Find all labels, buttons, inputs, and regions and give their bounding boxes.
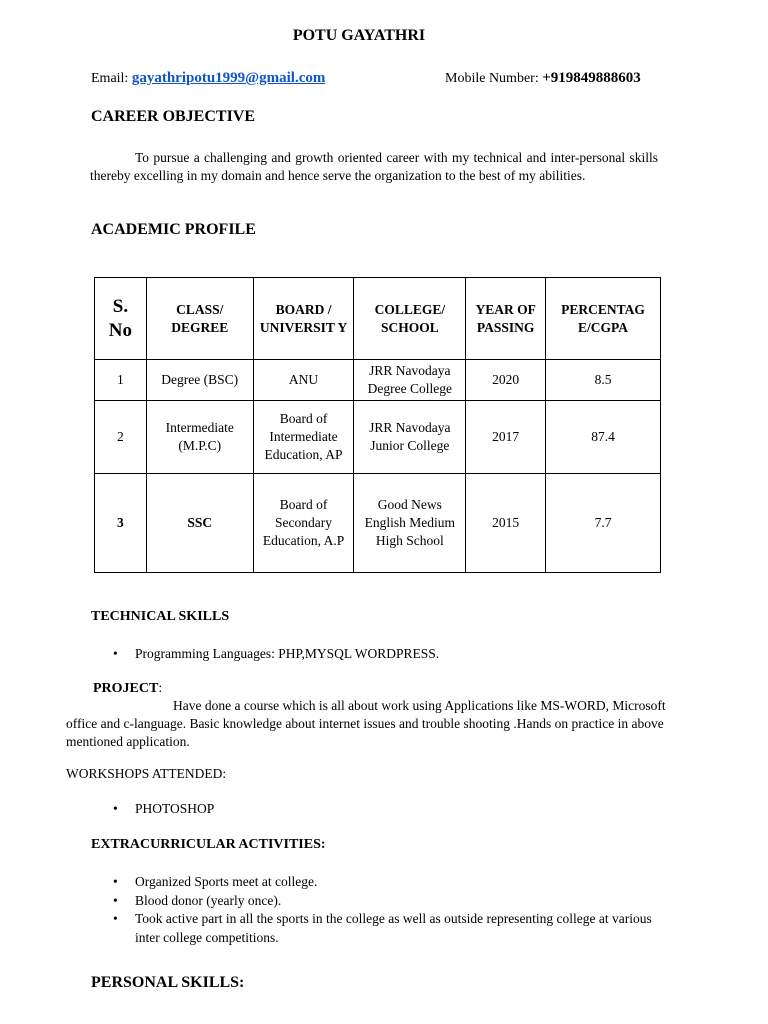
project-heading: PROJECT: [93,681,163,696]
project-text: Have done a course which is all about work using Applications like MS-WORD, Microsoft office and c-language. Basic knowledge about internet issues and trouble shooting .Hands on practice in above mentioned application. [66,698,666,749]
resume-name: POTU GAYATHRI [292,27,426,44]
table-row [95,360,661,401]
technical-skills-heading: TECHNICAL SKILLS [91,609,230,624]
list-item: • Took active part in all the sports in the college as well as outside representing college at various inter college competitions. [113,910,658,947]
header-board: BOARD / UNIVERSIT Y [253,278,354,360]
table-row [95,401,661,474]
cell-year: 2017 [466,401,546,474]
academic-table [94,277,661,573]
mobile-number: +919849888603 [542,70,641,86]
cell-college: Good News English Medium High School [354,474,466,573]
cell-sno: 3 [95,474,147,573]
career-objective-heading: CAREER OBJECTIVE [91,108,256,125]
career-objective-text: To pursue a challenging and growth oriented career with my technical and inter-personal skills thereby excelling in my domain and hence serve the organization to the best of my abilities. [90,150,658,183]
cell-board: Board of Intermediate Education, AP [253,401,354,474]
cell-year: 2020 [466,360,546,401]
workshops-heading: WORKSHOPS ATTENDED: [66,766,227,781]
cell-board: Board of Secondary Education, A.P [253,474,354,573]
cell-sno: 1 [95,360,147,401]
header-sno: S. No [95,278,147,360]
mobile-row [445,70,641,87]
cell-college: JRR Navodaya Degree College [354,360,466,401]
cell-percent: 7.7 [546,474,661,573]
cell-board: ANU [253,360,354,401]
cell-sno: 2 [95,401,147,474]
academic-profile-heading: ACADEMIC PROFILE [91,221,256,238]
cell-percent: 8.5 [546,360,661,401]
cell-year: 2015 [466,474,546,573]
list-item: • Programming Languages: PHP,MYSQL WORDPRESS. [113,645,673,664]
cell-class: Degree (BSC) [146,360,253,401]
workshops-list [113,800,673,819]
personal-skills-heading: PERSONAL SKILLS: [91,974,245,991]
email-label: Email: [91,71,129,86]
email-row [91,70,325,87]
extracurricular-heading: EXTRACURRICULAR ACTIVITIES: [91,837,326,852]
list-item: • Blood donor (yearly once). [113,892,658,911]
list-item: • Organized Sports meet at college. [113,873,658,892]
mobile-label: Mobile Number: [445,71,539,86]
cell-college: JRR Navodaya Junior College [354,401,466,474]
cell-class: SSC [146,474,253,573]
email-link[interactable]: gayathripotu1999@gmail.com [131,70,326,86]
cell-class: Intermediate (M.P.C) [146,401,253,474]
header-class: CLASS/ DEGREE [146,278,253,360]
project-heading-label: PROJECT [93,681,159,696]
list-item: • PHOTOSHOP [113,800,673,819]
header-year: YEAR OF PASSING [466,278,546,360]
technical-skills-list [113,645,673,664]
cell-percent: 87.4 [546,401,661,474]
header-percent: PERCENTAG E/CGPA [546,278,661,360]
table-header-row [95,278,661,360]
header-college: COLLEGE/ SCHOOL [354,278,466,360]
table-row [95,474,661,573]
extracurricular-list [113,873,658,947]
